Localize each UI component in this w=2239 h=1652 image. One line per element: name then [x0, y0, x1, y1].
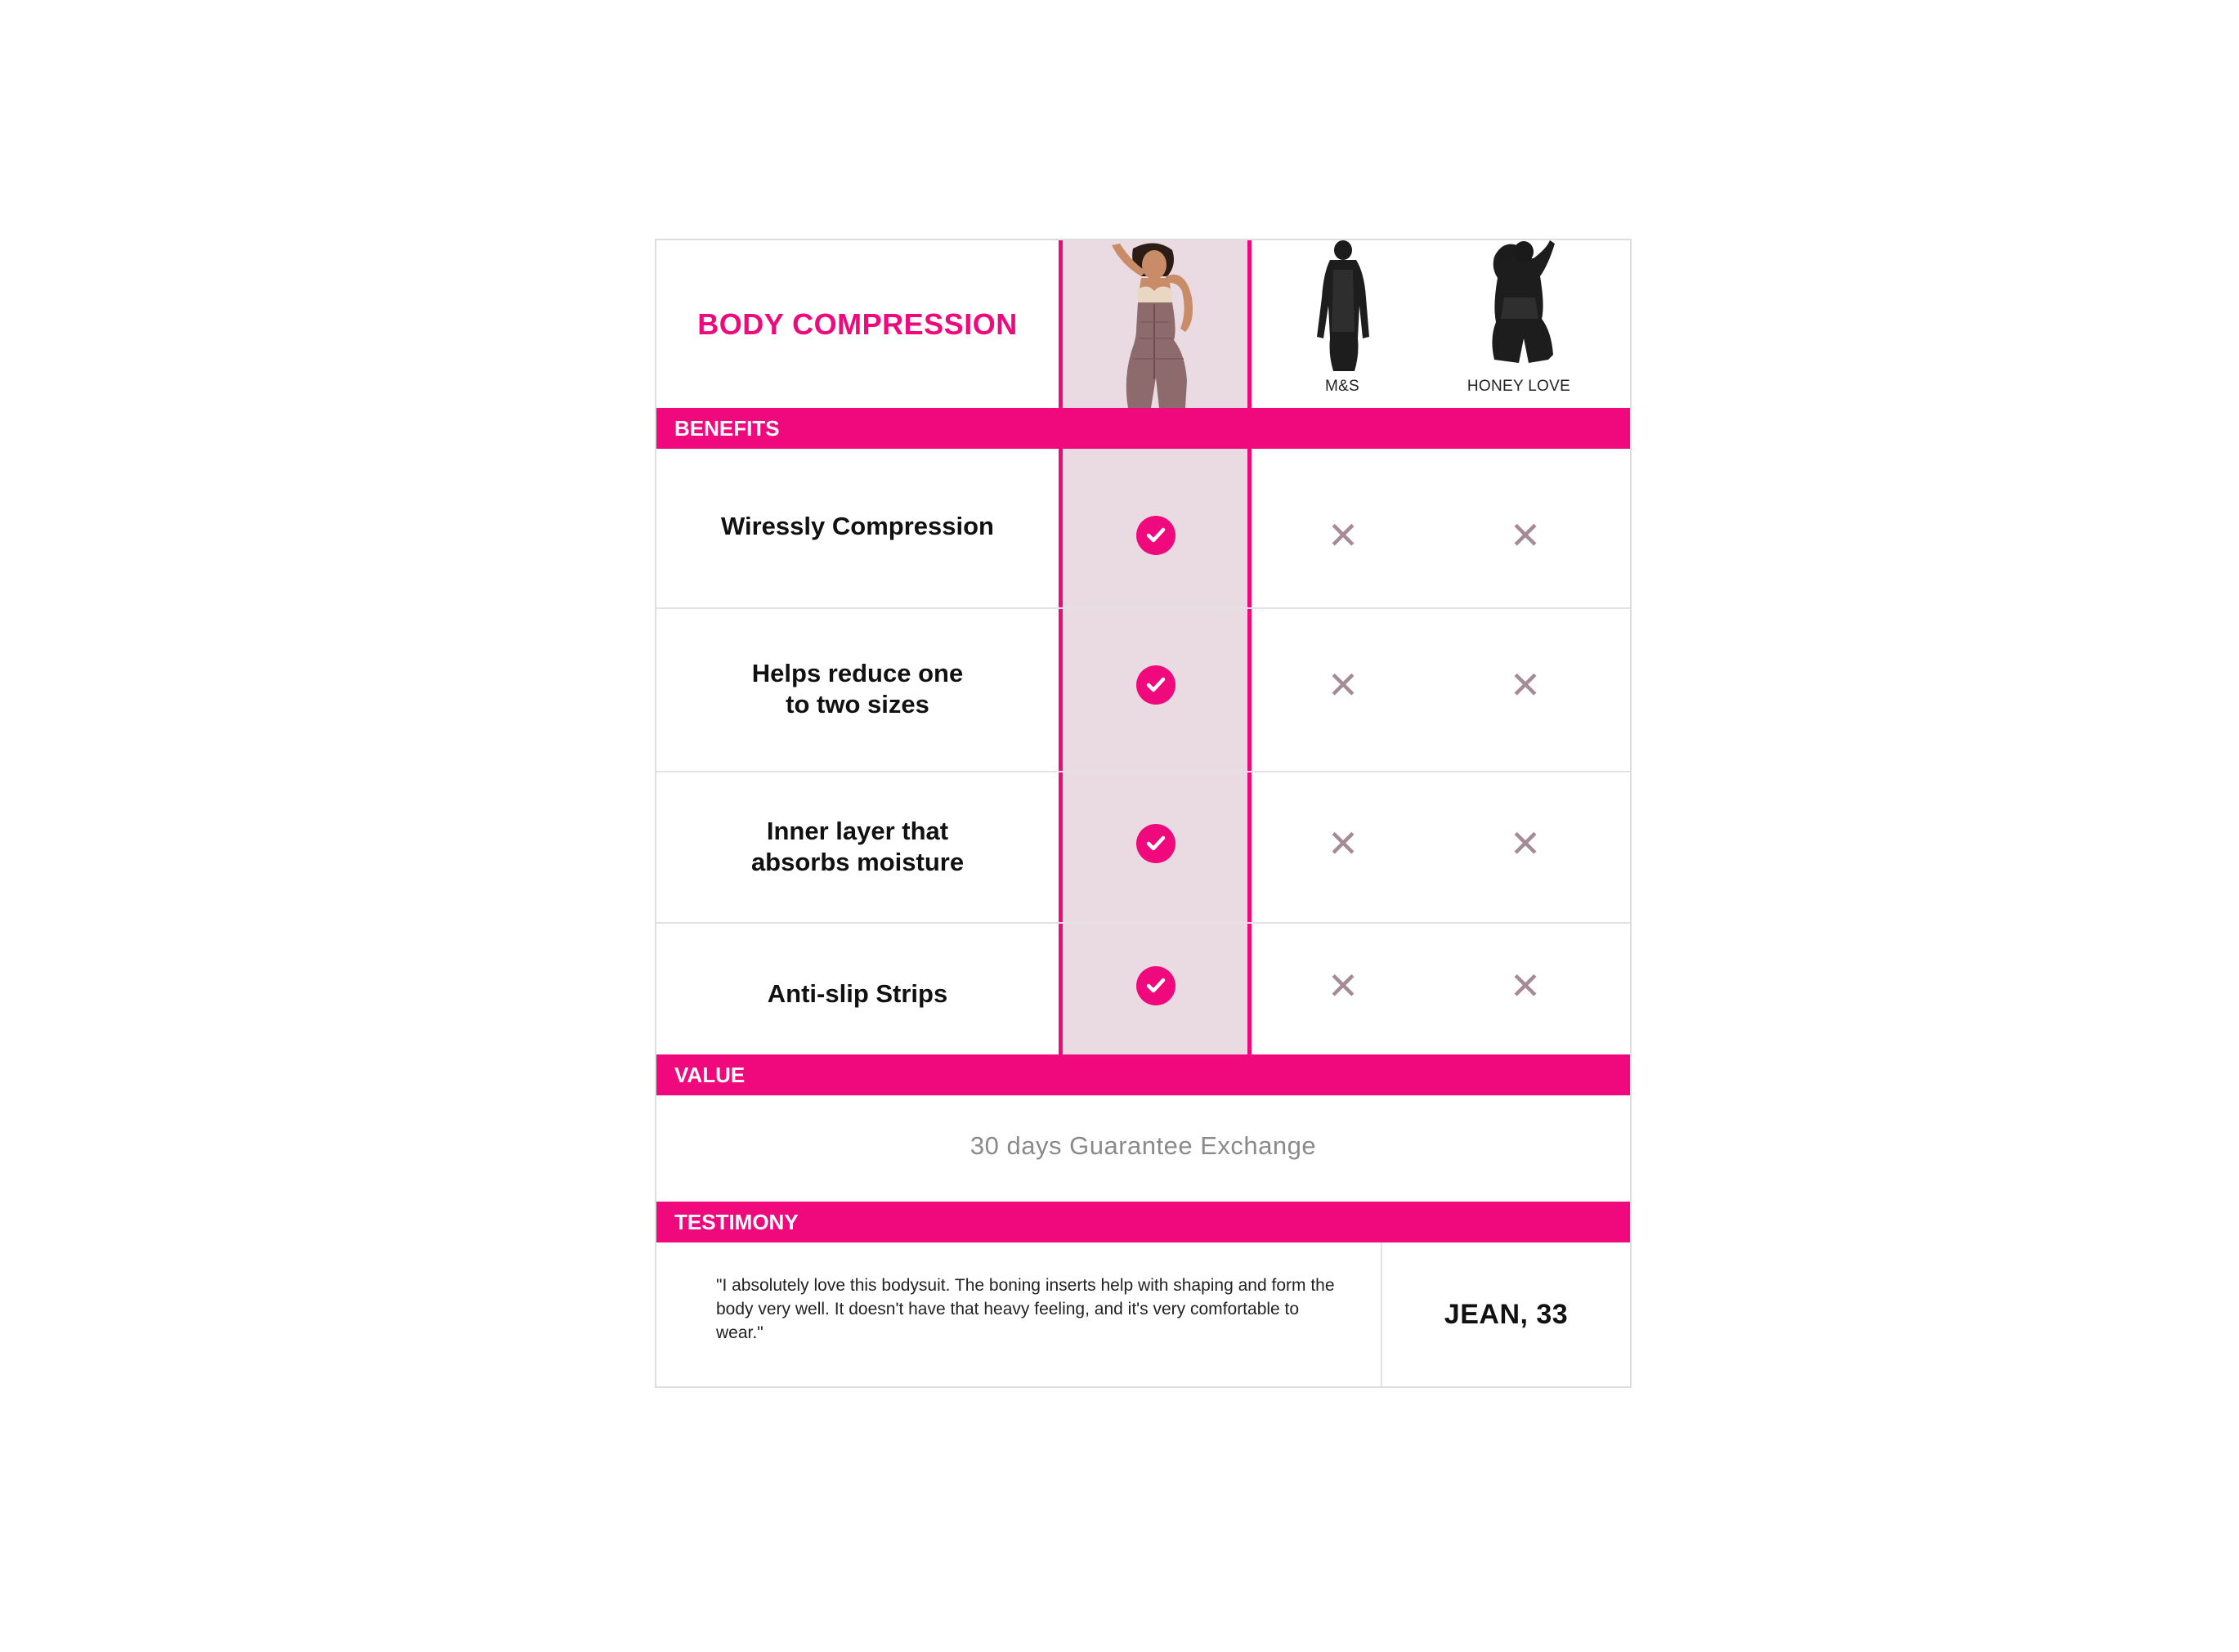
x-icon: ✕: [1509, 822, 1542, 866]
guarantee-text: 30 days Guarantee Exchange: [969, 1130, 1317, 1160]
x-icon: ✕: [1509, 964, 1542, 1008]
table-title: BODY COMPRESSION: [697, 307, 1018, 341]
value-section-header: VALUE: [656, 1054, 1630, 1095]
check-icon: [1115, 644, 1197, 726]
check-icon: [1115, 945, 1197, 1027]
comparison-table: [655, 239, 1632, 1388]
x-icon: ✕: [1327, 663, 1359, 707]
testimonial-quote: "I absolutely love this bodysuit. The boning inserts help with shaping and form the body very well. It doesn't have that heavy feeling, and it's very comfortable to wear.": [716, 1276, 1335, 1342]
x-icon: ✕: [1327, 513, 1359, 557]
testimony-section-header: TESTIMONY: [656, 1202, 1630, 1242]
mocha-shapewear-bodysuit-image: [1063, 240, 1247, 408]
x-icon: ✕: [1509, 663, 1542, 707]
testimonial-author: JEAN, 33: [1444, 1298, 1569, 1330]
check-icon: [1115, 803, 1197, 884]
benefits-section-header: BENEFITS: [656, 408, 1630, 449]
black-shapewear-image: [1470, 240, 1568, 371]
check-icon: [1115, 495, 1197, 576]
benefit-label: Helps reduce one to two sizes: [751, 659, 964, 719]
x-icon: ✕: [1327, 822, 1359, 866]
brand-label-honey-love: HONEY LOVE: [1467, 378, 1571, 395]
benefit-label: Wiressly Compression: [721, 512, 994, 540]
black-bodysuit-image: [1297, 240, 1387, 371]
benefit-label: Inner layer that absorbs moisture: [750, 816, 965, 876]
x-icon: ✕: [1509, 513, 1542, 557]
x-icon: ✕: [1327, 964, 1359, 1008]
benefit-label: Anti-slip Strips: [767, 979, 948, 1008]
brand-label-ms: M&S: [1324, 378, 1360, 395]
